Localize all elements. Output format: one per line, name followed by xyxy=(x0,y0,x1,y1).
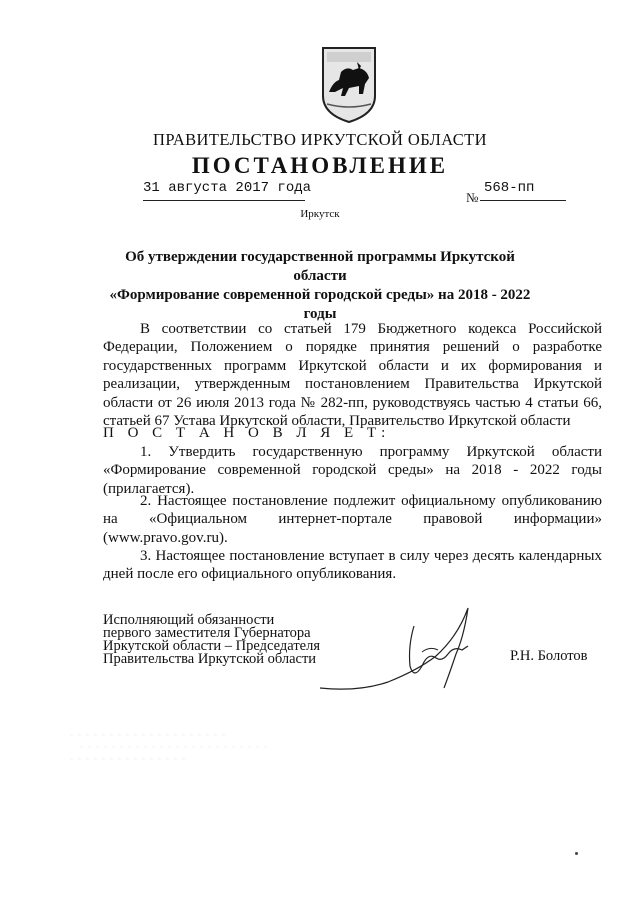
item-1: 1. Утвердить государственную программу Иркутской области «Формирование современной городской среды» на 2018 - 2022 годы (прилагается). xyxy=(103,444,602,497)
coat-of-arms-icon xyxy=(319,44,379,124)
title-line-1: Об утверждении государственной программы Иркутской области xyxy=(125,249,515,284)
signer-line-4: Правительства Иркутской области xyxy=(103,651,317,667)
item-3: 3. Настоящее постановление вступает в силу через десять календарных дней после его официального опубликования. xyxy=(103,548,602,583)
resolves-heading: П О С Т А Н О В Л Я Е Т: xyxy=(103,425,391,441)
bleed-through-marks xyxy=(70,725,300,765)
number-underline xyxy=(480,200,566,201)
document-number: 568-пп xyxy=(484,180,535,196)
title-line-2: «Формирование современной городской среды» на 2018 - 2022 годы xyxy=(109,287,531,322)
signer-position xyxy=(103,614,320,666)
item-2: 2. Настоящее постановление подлежит официальному опубликованию на «Официальном интернет-портале правовой информации» (www.pravo.gov.ru). xyxy=(103,493,602,546)
document-title xyxy=(100,248,540,324)
signer-line-3: Иркутской области – Председателя xyxy=(103,638,320,654)
speck xyxy=(575,852,578,855)
preamble-paragraph: В соответствии со статьей 179 Бюджетного кодекса Российской Федерации, Положением о порядке принятия решений о разработке государственных программ Иркутской области и их формирования и реализации, утвержденным постановлением Правительства Иркутской области от 26 июля 2013 года № 282-пп, руководствуясь частью 4 статьи 66, статьей 67 Устава Иркутской области, Правительство Иркутской области xyxy=(103,321,602,430)
document-type: ПОСТАНОВЛЕНИЕ xyxy=(191,153,449,178)
document-date: 31 августа 2017 года xyxy=(143,180,312,196)
document-city: Иркутск xyxy=(300,208,340,220)
signer-name: Р.Н. Болотов xyxy=(510,648,588,664)
date-underline xyxy=(143,200,305,201)
number-label: № xyxy=(466,190,479,205)
signer-line-2: первого заместителя Губернатора xyxy=(103,625,311,641)
signature-icon xyxy=(318,596,498,696)
signer-line-1: Исполняющий обязанности xyxy=(103,612,275,628)
government-name: ПРАВИТЕЛЬСТВО ИРКУТСКОЙ ОБЛАСТИ xyxy=(153,130,487,149)
